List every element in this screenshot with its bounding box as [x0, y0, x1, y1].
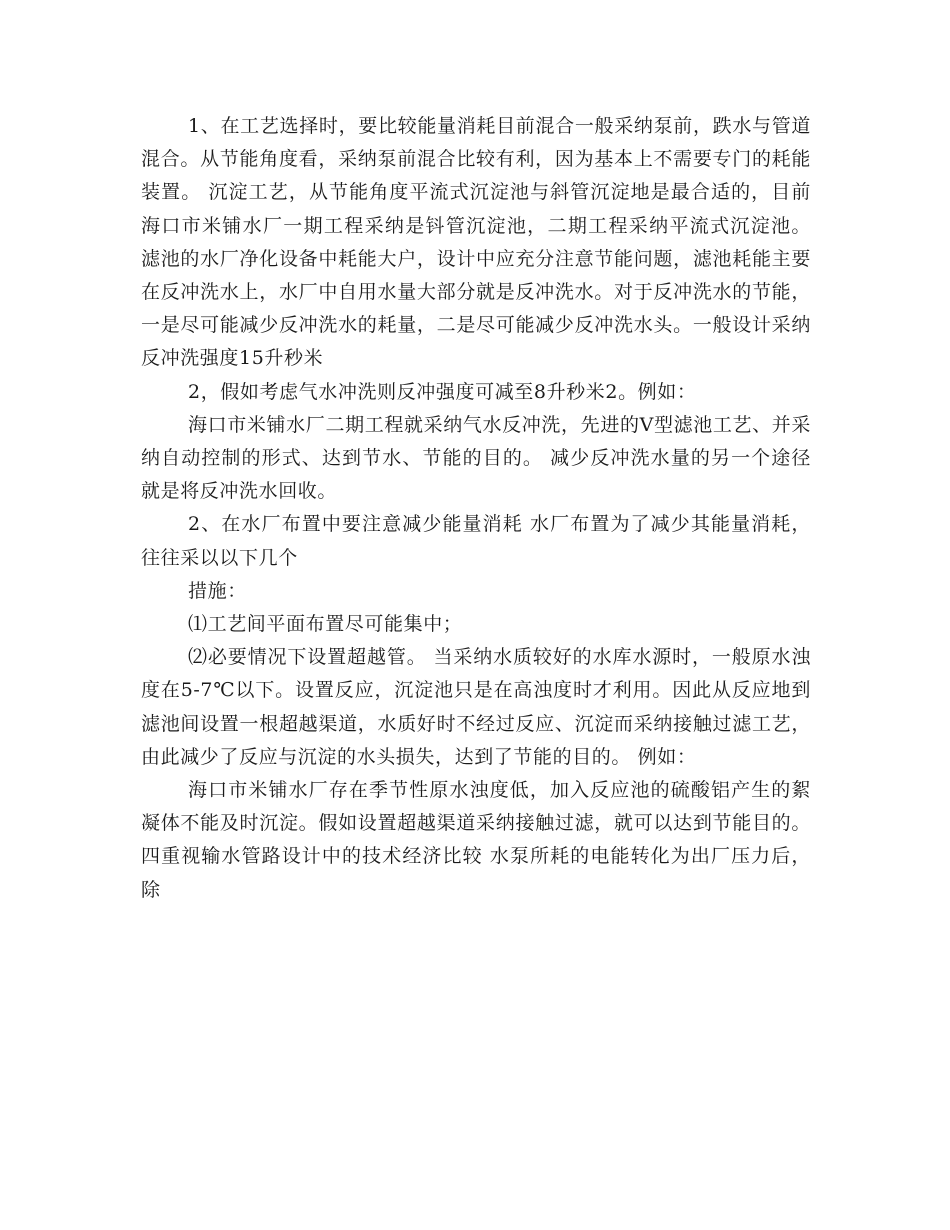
paragraph-process-selection: 1、在工艺选择时，要比较能量消耗目前混合一般采纳泵前，跌水与管道混合。从节能角度看，采纳泵前混合比较有利，因为基本上不需要专门的耗能装置。 沉淀工艺，从节能角度平流式沉淀池与斜管沉淀地是最合适的，目前海口市米铺水厂一期工程采纳是钭管沉淀池，二期工程采纳平流式沉淀池。 滤池的水厂净化设备中耗能大户，设计中应充分注意节能问题，滤池耗能主要在反冲洗水上，水厂中自用水量大部分就是反冲洗水。对于反冲洗水的节能，一是尽可能减少反冲洗水的耗量，二是尽可能减少反冲洗水头。一般设计采纳反冲洗强度15升秒米 [141, 115, 811, 370]
paragraph-example-v-filter: 海口市米铺水厂二期工程就采纳气水反冲洗，先进的Ⅴ型滤池工艺、并采纳自动控制的形式、达到节水、节能的目的。 减少反冲洗水量的另一个途径就是将反冲洗水回收。 [141, 413, 811, 503]
document-body [141, 110, 811, 907]
paragraph-plant-layout: 2、在水厂布置中要注意减少能量消耗 水厂布置为了减少其能量消耗，往往采以以下几个 [141, 513, 811, 569]
list-item-measure-2: ⑵必要情况下设置超越管。 当采纳水质较好的水库水源时，一般原水浊度在5-7℃以下。设置反应，沉淀池只是在高浊度时才利用。因此从反应地到滤池间设置一根超越渠道，水质好时不经过反应、沉淀而采纳接触过滤工艺，由此减少了反应与沉淀的水头损失，达到了节能的目的。 例如： [141, 646, 811, 768]
paragraph-example-seasonal: 海口市米铺水厂存在季节性原水浊度低，加入反应池的硫酸铝产生的絮凝体不能及时沉淀。假如设置超越渠道采纳接触过滤，就可以达到节能目的。 四重视输水管路设计中的技术经济比较 水泵所耗的电能转化为出厂压力后，除 [141, 779, 811, 901]
paragraph-air-water-wash: 2，假如考虑气水冲洗则反冲强度可减至8升秒米2。例如： [188, 380, 697, 403]
list-item-measure-1: ⑴工艺间平面布置尽可能集中； [188, 613, 463, 636]
paragraph-measures-heading: 措施： [188, 579, 247, 602]
